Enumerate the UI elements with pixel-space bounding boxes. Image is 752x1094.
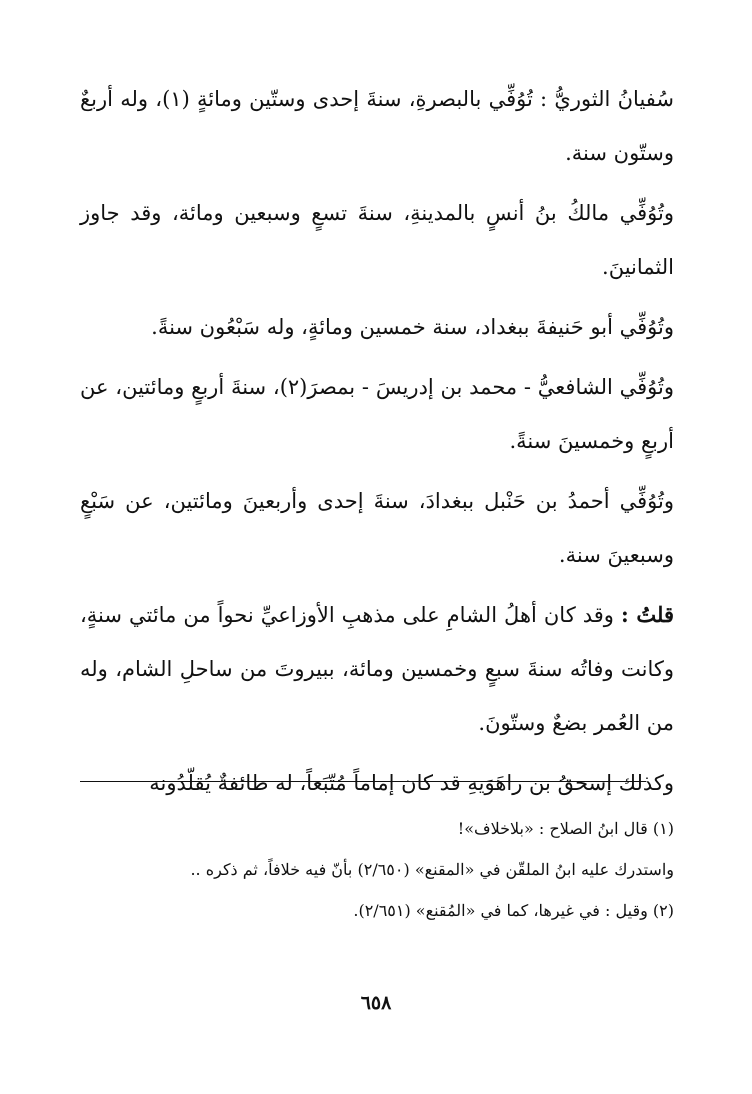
main-text [80, 72, 674, 816]
footnote-1-continuation: واستدرك عليه ابنُ الملقّن في «المقنع» (٢/٦٥٠) بأنّ فيه خلافاً، ثم ذكره .. [190, 860, 674, 879]
paragraph-text: وتُوُفِّي الشافعيُّ - محمد بن إدريسَ - بمصرَ(٢)، سنةَ أربعٍ ومائتين، عن أربعٍ وخمسينَ سنةً. [80, 375, 674, 453]
footnotes [80, 808, 674, 931]
page-number: ٦٥٨ [360, 992, 392, 1014]
paragraph-abu-hanifa [80, 300, 674, 354]
paragraph-text: وقد كان أهلُ الشامِ على مذهبِ الأوزاعيِّ نحواً من مائتي سنةٍ، وكانت وفاتُه سنةَ سبعٍ وخمسين ومائة، ببيروتَ من ساحلِ الشام، وله من العُمر بضعٌ وستّونَ. [80, 603, 674, 735]
footnote-2: (٢) وقيل : في غيرها، كما في «المُقنع» (٢/٦٥١). [353, 901, 674, 920]
paragraph-text: وتُوُفِّي أبو حَنيفةَ ببغداد، سنة خمسين ومائةٍ، وله سَبْعُون سنةً. [151, 315, 674, 339]
paragraph-text: وتُوُفِّي مالكُ بنُ أنسٍ بالمدينةِ، سنةَ تسعٍ وسبعين ومائة، وقد جاوز الثمانينَ. [80, 201, 674, 279]
paragraph-sufyan [80, 72, 674, 180]
footnote-divider [80, 781, 646, 782]
paragraph-awzai [80, 588, 674, 750]
paragraph-ahmad [80, 474, 674, 582]
paragraph-shafii [80, 360, 674, 468]
paragraph-text: وكذلك إسحقُ بن راهَوَيهِ قد كان إماماً مُتّبَعاً، له طائفةٌ يُقلّدُونه [149, 771, 674, 795]
paragraph-text: سُفيانُ الثوريُّ : تُوُفِّي بالبصرةِ، سنةَ إحدى وستّين ومائةٍ (١)، وله أربعٌ وستّون سنة. [80, 87, 675, 165]
footnote-1: (١) قال ابنُ الصلاح : «بلاخلاف»! [457, 819, 674, 838]
paragraph-text: وتُوُفِّي أحمدُ بن حَنْبل ببغدادَ، سنةَ إحدى وأربعينَ ومائتين، عن سَبْعٍ وسبعينَ سنة. [80, 489, 674, 567]
paragraph-ishaq [80, 756, 674, 810]
paragraph-malik [80, 186, 674, 294]
paragraph-lead-word: قلتُ : [620, 602, 674, 627]
